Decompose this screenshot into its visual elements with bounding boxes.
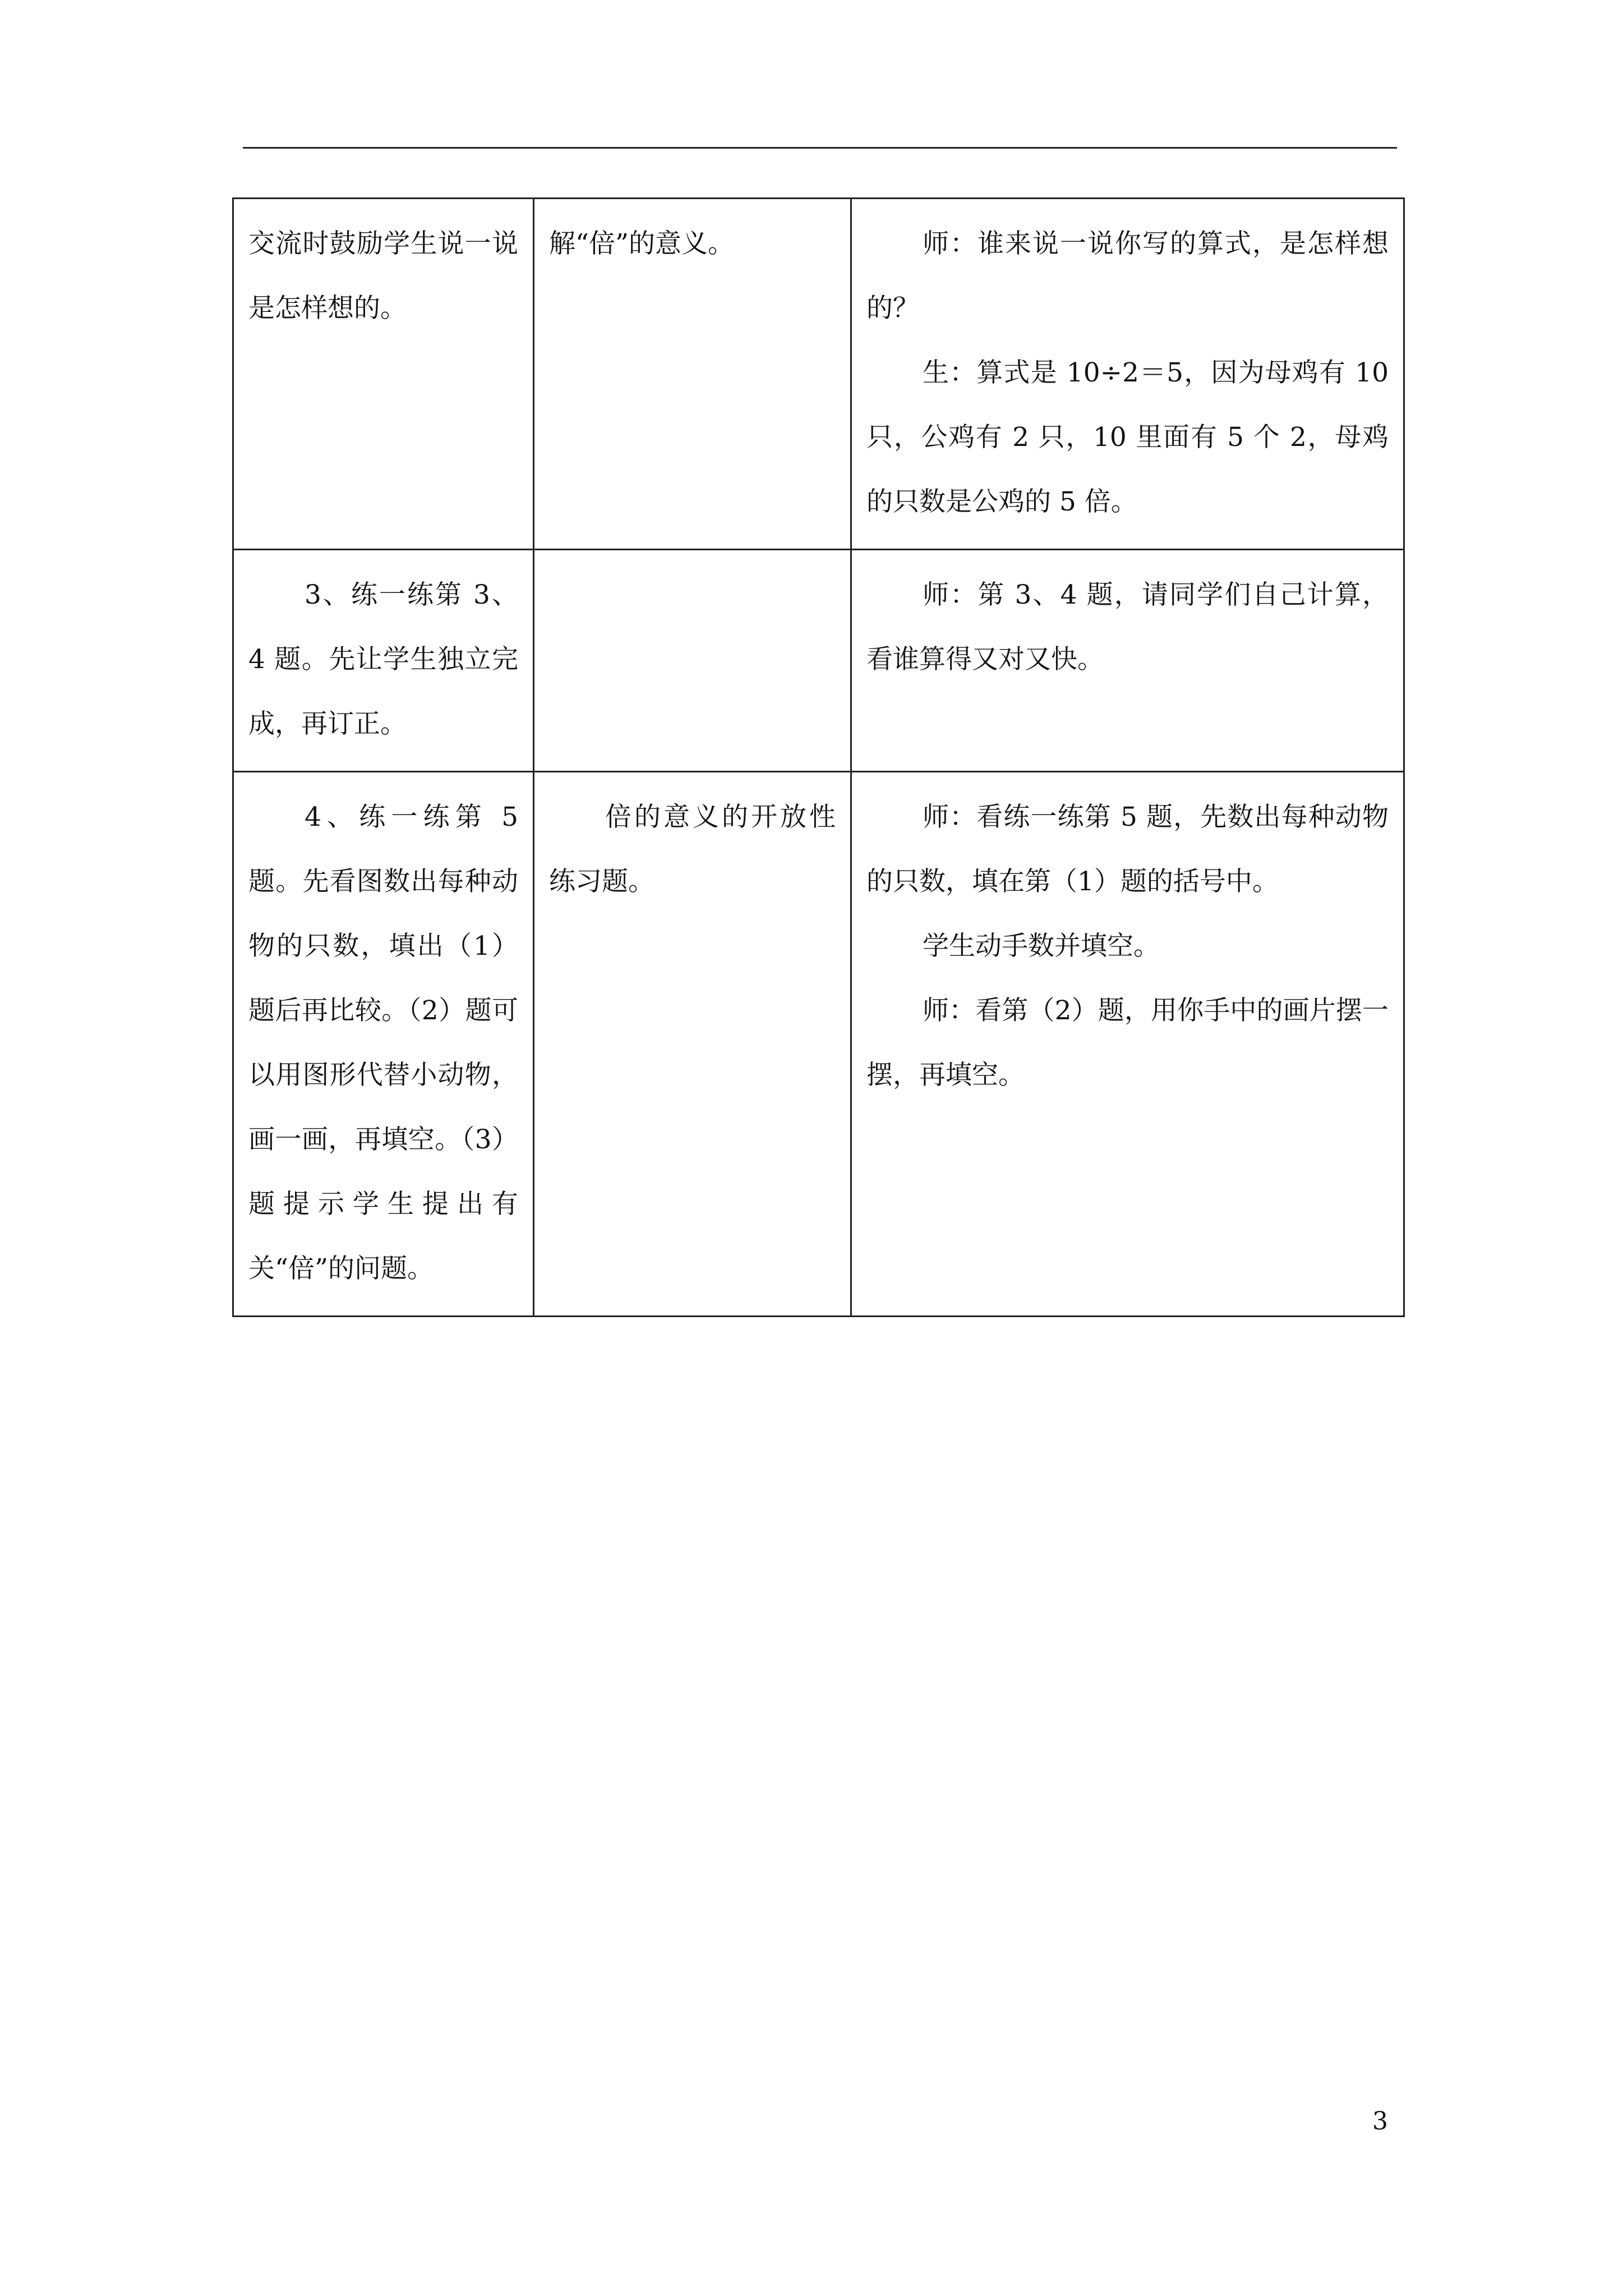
table-row — [233, 550, 1404, 772]
cell-paragraph: 4、练一练第 5 题。先看图数出每种动物的只数，填出（1）题后再比较。（2）题可以用图形代替小动物，画一画，再填空。（3）题提示学生提出有关“倍”的问题。 — [248, 802, 518, 1284]
table-cell-process — [851, 772, 1404, 1317]
page-number: 3 — [1372, 2107, 1388, 2136]
table-cell-intent — [534, 550, 851, 772]
table-cell-design-notes — [233, 550, 534, 772]
table-row — [233, 772, 1404, 1317]
cell-paragraph: 生：算式是 10÷2＝5，因为母鸡有 10 只，公鸡有 2 只，10 里面有 5 个 2，母鸡的只数是公鸡的 5 倍。 — [866, 357, 1389, 517]
cell-paragraph: 交流时鼓励学生说一说是怎样想的。 — [248, 228, 518, 324]
table-row — [233, 199, 1404, 550]
cell-paragraph: 师：看第（2）题，用你手中的画片摆一摆，再填空。 — [866, 995, 1389, 1091]
cell-paragraph: 师：谁来说一说你写的算式，是怎样想的？ — [866, 228, 1389, 324]
cell-paragraph: 倍的意义的开放性练习题。 — [549, 802, 836, 897]
table-cell-process — [851, 199, 1404, 550]
cell-paragraph: 学生动手数并填空。 — [923, 931, 1160, 961]
cell-paragraph: 解“倍”的意义。 — [549, 228, 735, 259]
table-cell-intent — [534, 772, 851, 1317]
header-rule — [243, 147, 1397, 149]
cell-paragraph: 师：第 3、4 题，请同学们自己计算，看谁算得又对又快。 — [866, 579, 1389, 675]
table-cell-intent — [534, 199, 851, 550]
cell-paragraph: 师：看练一练第 5 题，先数出每种动物的只数，填在第（1）题的括号中。 — [866, 802, 1389, 897]
lesson-plan-table — [232, 197, 1405, 1317]
table-cell-process — [851, 550, 1404, 772]
cell-paragraph: 3、练一练第 3、4 题。先让学生独立完成，再订正。 — [248, 579, 518, 739]
table-cell-design-notes — [233, 199, 534, 550]
table-cell-design-notes — [233, 772, 534, 1317]
